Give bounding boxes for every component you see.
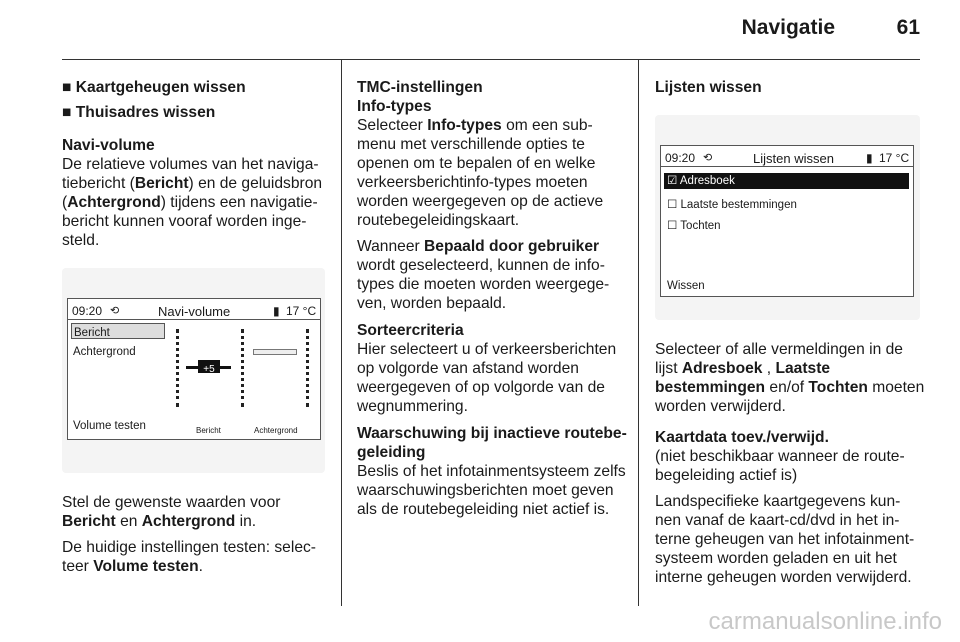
bullet-item: ■ Thuisadres wissen bbox=[62, 104, 216, 121]
column-divider bbox=[638, 60, 639, 606]
lcd-status-bar bbox=[661, 146, 913, 167]
thermometer-icon: ▮ bbox=[866, 151, 873, 165]
paragraph: De relatieve volumes van het naviga-tiebericht (Bericht) en de geluidsbron (Achtergrond) tijdens een navigatie-bericht kunnen vooraf worden inge-steld. bbox=[62, 156, 323, 249]
slider-bar-background bbox=[253, 349, 297, 355]
slider-track bbox=[176, 329, 182, 407]
section-heading: Lijsten wissen bbox=[655, 79, 762, 96]
thermometer-icon: ▮ bbox=[273, 304, 280, 318]
slider-label: Achtergrond bbox=[254, 426, 298, 435]
subsection-heading: Sorteercriteria bbox=[357, 322, 464, 339]
page-title: Navigatie bbox=[741, 16, 835, 39]
paragraph: Stel de gewenste waarden voor Bericht en Achtergrond in. bbox=[62, 494, 281, 530]
paragraph: (niet beschikbaar wanneer de route-begeleiding actief is) bbox=[655, 448, 905, 484]
temperature: 17 °C bbox=[286, 304, 317, 318]
paragraph: Hier selecteert u of verkeersberichten op volgorde van afstand worden weergegeven of op volgorde van de wegnummering. bbox=[357, 341, 617, 415]
temperature: 17 °C bbox=[879, 151, 910, 165]
column-divider bbox=[341, 60, 342, 606]
screen-title: Navi-volume bbox=[158, 304, 231, 319]
section-heading: Navi-volume bbox=[62, 137, 155, 154]
screen-title: Lijsten wissen bbox=[753, 151, 834, 166]
subsection-heading: Info-types bbox=[357, 98, 432, 115]
slider-value[interactable]: +5 bbox=[198, 360, 220, 373]
menu-item-achtergrond[interactable]: Achtergrond bbox=[73, 346, 136, 358]
lcd-display bbox=[660, 145, 914, 297]
checkbox-tochten[interactable]: ☐ Tochten bbox=[667, 220, 721, 232]
checkbox-adresboek[interactable]: ☑ Adresboek bbox=[664, 173, 909, 189]
back-icon: ⟲ bbox=[110, 305, 120, 317]
paragraph: Landspecifieke kaartgegevens kun-nen vanaf de kaart-cd/dvd in het in-terne geheugen van het infotainment-systeem worden geladen en uit het interne geheugen worden verwijderd. bbox=[655, 493, 915, 586]
column-2 bbox=[357, 78, 627, 526]
clock: 09:20 bbox=[665, 151, 696, 165]
watermark: carmanualsonline.info bbox=[708, 608, 942, 635]
menu-item-bericht[interactable]: Bericht bbox=[71, 323, 165, 339]
slider-track bbox=[241, 329, 247, 407]
header-rule bbox=[62, 59, 920, 60]
paragraph: De huidige instellingen testen: selec-teer Volume testen. bbox=[62, 539, 316, 575]
paragraph: Selecteer of alle vermeldingen in de lijst Adresboek , Laatste bestemmingen en/of Tochten moeten worden verwijderd. bbox=[655, 341, 925, 415]
subsection-heading: Waarschuwing bij inactieve routebe-geleiding bbox=[357, 425, 627, 461]
wissen-button[interactable]: Wissen bbox=[667, 280, 705, 292]
lcd-status-bar bbox=[68, 299, 320, 320]
column-1 bbox=[62, 78, 327, 583]
lijsten-wissen-screen bbox=[655, 115, 920, 320]
column-3 bbox=[655, 78, 925, 594]
page-header bbox=[0, 0, 960, 62]
slider-track bbox=[306, 329, 312, 407]
back-icon: ⟲ bbox=[703, 152, 713, 164]
paragraph: Selecteer Info-types om een sub-menu met verschillende opties te openen om te bepalen of en welke verkeersberichtinfo-types moeten worden weergegeven op de actieve routebegeleidingskaart. bbox=[357, 117, 604, 229]
clock: 09:20 bbox=[72, 304, 103, 318]
lcd-display bbox=[67, 298, 321, 440]
slider-label: Bericht bbox=[196, 426, 221, 435]
checkbox-laatste-bestemmingen[interactable]: ☐ Laatste bestemmingen bbox=[667, 199, 797, 211]
page-number: 61 bbox=[896, 16, 920, 39]
paragraph: Wanneer Bepaald door gebruiker wordt geselecteerd, kunnen de info-types die moeten worden weergege-ven, worden bepaald. bbox=[357, 238, 610, 312]
paragraph: Beslis of het infotainmentsysteem zelfs waarschuwingsberichten moet geven als de routebegeleiding niet actief is. bbox=[357, 463, 626, 518]
bullet-item: ■ Kaartgeheugen wissen bbox=[62, 79, 246, 96]
menu-item-volume-testen[interactable]: Volume testen bbox=[73, 420, 146, 432]
section-heading: Kaartdata toev./verwijd. bbox=[655, 429, 829, 446]
section-heading: TMC-instellingen bbox=[357, 79, 483, 96]
navi-volume-screen bbox=[62, 268, 325, 473]
